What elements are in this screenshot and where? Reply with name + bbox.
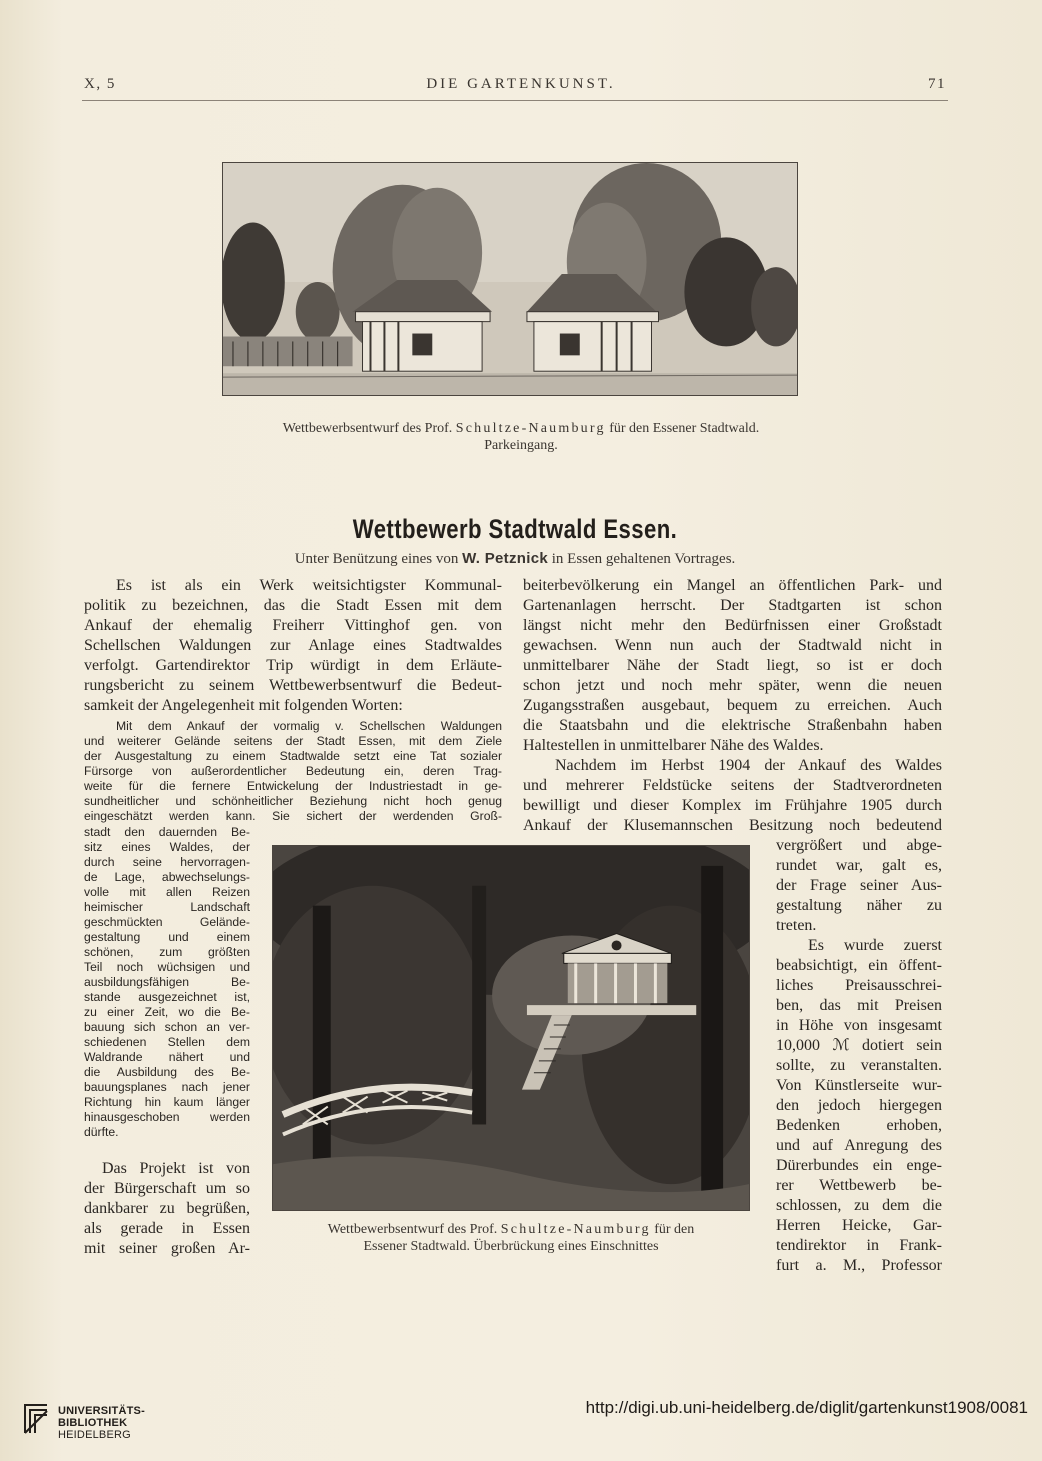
text-line: den jedoch hiergegen — [776, 1097, 942, 1114]
text-line: Es ist als ein Werk weitsichtigster Kommunal- — [116, 577, 502, 594]
text-line: Ankauf der Klusemannschen Besitzung noch bedeutend — [523, 817, 942, 834]
text-line: Schellschen Waldungen zur Anlage eines Stadtwaldes — [84, 637, 502, 654]
quote-line: Fürsorge von außerordentlicher Bedeutung ein, deren Trag- — [84, 764, 502, 778]
text-line: rundet war, galt es, — [776, 857, 942, 874]
text-line: Dürerbundes ein enge- — [776, 1157, 942, 1174]
source-url-link[interactable]: http://digi.ub.uni-heidelberg.de/diglit/gartenkunst1908/0081 — [585, 1398, 1028, 1417]
quote-line: Waldrande nähert und — [84, 1050, 250, 1064]
article-subtitle: Unter Benützung eines von W. Petznick in Essen gehaltenen Vortrages. — [294, 550, 736, 567]
text-line: die Staatsbahn und die elektrische Straßenbahn haben — [523, 717, 942, 734]
library-name-line2: BIBLIOTHEK — [58, 1417, 128, 1429]
page-number: 71 — [928, 76, 946, 92]
text-line: vergrößert und abge- — [776, 837, 942, 854]
text-line: und auf Anregung des — [776, 1137, 942, 1154]
text-line: furt a. M., Professor — [776, 1257, 942, 1274]
text-line: unmittelbarer Nähe der Stadt liegt, so ist er doch — [523, 657, 942, 674]
library-logo-icon — [22, 1402, 50, 1436]
text-line: Ankauf der ehemalig Freiherr Vittinghof gen. von — [84, 617, 502, 634]
text-line: treten. — [776, 917, 817, 934]
quote-line: schiedenen Stellen dem — [84, 1035, 250, 1049]
text-line: Bedenken erhoben, — [776, 1117, 942, 1134]
quote-line: und weiterer Gelände seitens der Stadt Essen, mit dem Ziele — [84, 734, 502, 748]
quote-line: durch seine hervorragen- — [84, 855, 250, 869]
figure-bridge — [272, 845, 750, 1211]
quote-line: eingeschätzt werden kann. Sie sichert der werdenden Groß- — [84, 809, 502, 823]
quote-line: Richtung hin kaum länger — [84, 1095, 250, 1109]
figure-park-entrance — [222, 162, 798, 396]
text-line: Zugangsstraßen ausgebaut, bequem zu erreichen. Auch — [523, 697, 942, 714]
text-line: bewilligt und dieser Komplex im Frühjahre 1905 durch — [523, 797, 942, 814]
text-line: schon jetzt und noch mehr später, wenn die neuen — [523, 677, 942, 694]
text-line: politik zu bezeichnen, das die Stadt Essen mit dem — [84, 597, 502, 614]
quote-line: hinausgeschoben werden — [84, 1110, 250, 1124]
text-line: schlossen, zu dem die — [776, 1197, 942, 1214]
quote-line: der Ausgestaltung zu einem Stadtwalde setzt eine Tat sozialer — [84, 749, 502, 763]
text-line: 10,000 ℳ dotiert sein — [776, 1037, 942, 1054]
figure1-caption: Wettbewerbsentwurf des Prof. Schultze-Naumburg für den Essener Stadtwald. Parkeingang. — [282, 421, 760, 453]
speaker-name: W. Petznick — [462, 550, 548, 567]
running-head-journal: DIE GARTENKUNST. — [426, 76, 616, 92]
text-line: Haltestellen in unmittelbarer Nähe des Waldes. — [523, 737, 824, 754]
text-line: Das Projekt ist von — [102, 1160, 250, 1177]
quote-line: heimischer Landschaft — [84, 900, 250, 914]
text-line: samkeit der Angelegenheit mit folgenden Worten: — [84, 697, 403, 714]
quote-line: zu einer Zeit, wo die Be- — [84, 1005, 250, 1019]
text-line: tendirektor in Frank- — [776, 1237, 942, 1254]
quote-line: stadt den dauernden Be- — [84, 825, 250, 839]
text-line: in Höhe von insgesamt — [776, 1017, 942, 1034]
text-line: ben, das mit Preisen — [776, 997, 942, 1014]
text-line: und mehrerer Feldstücke seitens der Stadtverordneten — [523, 777, 942, 794]
text-line: Nachdem im Herbst 1904 der Ankauf des Waldes — [555, 757, 942, 774]
article-title: Wettbewerb Stadtwald Essen. — [352, 514, 678, 544]
quote-line: sitz eines Waldes, der — [84, 840, 250, 854]
quote-line: Mit dem Ankauf der vormalig v. Schellschen Waldungen — [116, 719, 502, 733]
quote-line: die Ausbildung des Be- — [84, 1065, 250, 1079]
quote-line: sundheitlicher und schönheitlicher Beziehung nicht hoch genug — [84, 794, 502, 808]
quote-line: bauung sich schon an ver- — [84, 1020, 250, 1034]
text-line: beabsichtigt, ein öffent- — [776, 957, 942, 974]
quote-line: Teil noch wüchsigen und — [84, 960, 250, 974]
library-name-line3: HEIDELBERG — [58, 1429, 131, 1441]
quote-line: gestaltung und einem — [84, 930, 250, 944]
text-line: beiterbevölkerung ein Mangel an öffentlichen Park- und — [523, 577, 942, 594]
text-line: gewachsen. Wenn nun auch der Stadtwald nicht in — [523, 637, 942, 654]
quote-line: schönen, zum größten — [84, 945, 250, 959]
text-line: Gartenanlagen herrscht. Der Stadtgarten ist schon — [523, 597, 942, 614]
header-rule — [82, 100, 948, 101]
text-line: der Bürgerschaft um so — [84, 1180, 250, 1197]
quote-line: bauungsplanes nach jener — [84, 1080, 250, 1094]
running-head-issue: X, 5 — [84, 76, 116, 92]
text-line: sollte, zu veranstalten. — [776, 1057, 942, 1074]
quote-line: geschmückten Gelände- — [84, 915, 250, 929]
text-line: verfolgt. Gartendirektor Trip würdigt in dem Erläute- — [84, 657, 502, 674]
quote-line: dürfte. — [84, 1125, 119, 1139]
text-line: längst nicht mehr den Bedürfnissen einer Großstadt — [523, 617, 942, 634]
text-line: rungsbericht zu seinem Wettbewerbsentwurf die Bedeut- — [84, 677, 502, 694]
quote-line: stande ausgezeichnet ist, — [84, 990, 250, 1004]
text-line: mit seiner großen Ar- — [84, 1240, 250, 1257]
text-line: Herren Heicke, Gar- — [776, 1217, 942, 1234]
text-line: der Frage seiner Aus- — [776, 877, 942, 894]
text-line: liches Preisausschrei- — [776, 977, 942, 994]
quote-line: de Lage, abwechselungs- — [84, 870, 250, 884]
text-line: dankbarer zu begrüßen, — [84, 1200, 250, 1217]
text-line: Es wurde zuerst — [808, 937, 942, 954]
quote-line: weite für die fernere Entwickelung der Industriestadt in ge- — [84, 779, 502, 793]
figure2-caption: Wettbewerbsentwurf des Prof. Schultze-Naumburg für den Essener Stadtwald. Überbrückung eines Einschnittes — [327, 1222, 695, 1254]
library-name-line1: UNIVERSITÄTS- — [58, 1405, 145, 1417]
quote-line: volle mit allen Reizen — [84, 885, 250, 899]
text-line: gestaltung näher zu — [776, 897, 942, 914]
quote-line: ausbildungsfähigen Be- — [84, 975, 250, 989]
text-line: Von Künstlerseite wur- — [776, 1077, 942, 1094]
text-line: als gerade in Essen — [84, 1220, 250, 1237]
text-line: rer Wettbewerb be- — [776, 1177, 942, 1194]
